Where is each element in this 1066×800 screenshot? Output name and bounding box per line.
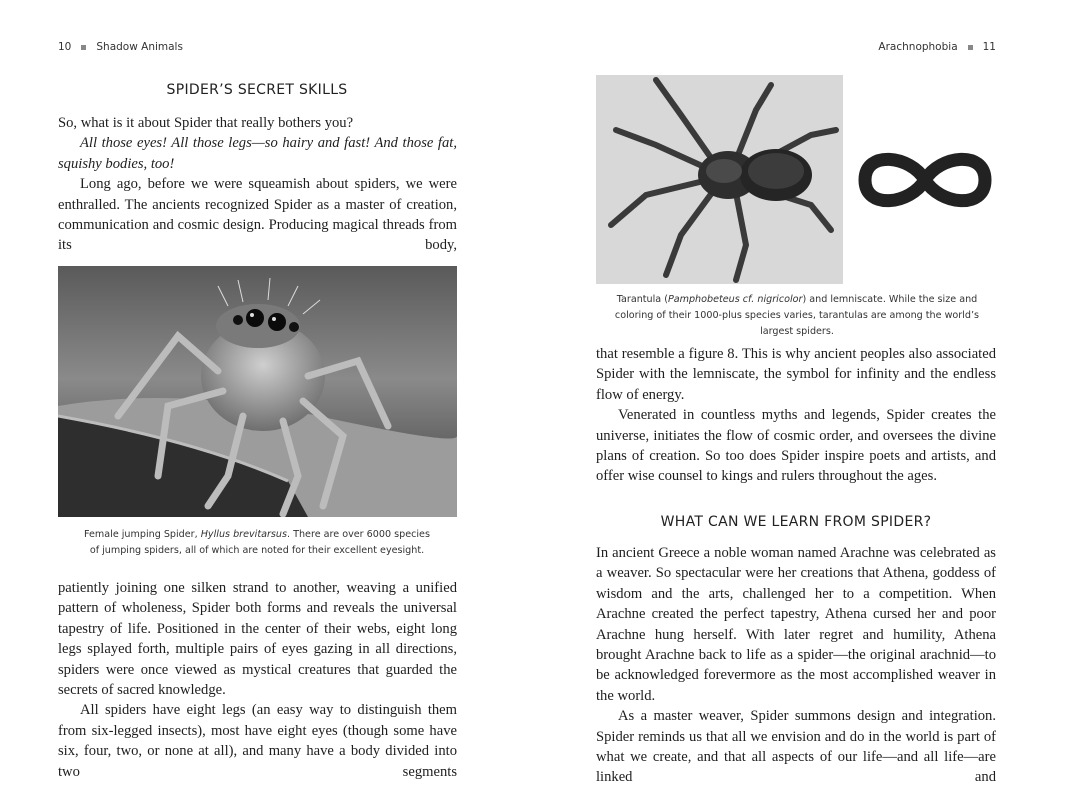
square-bullet-icon — [81, 45, 86, 50]
paragraph-figure-8: that resemble a figure 8. This is why ancient peoples also associated Spider with the lemniscate, the symbol for infinity and the endless flow of energy. — [596, 346, 996, 403]
right-page — [533, 0, 1066, 800]
tarantula-image — [596, 75, 843, 284]
caption-text: Tarantula ( — [616, 294, 668, 305]
paragraph-continued: patiently joining one silken strand to another, weaving a unified pattern of wholeness, Spider both forms and reveals the universal tapestry of life. Positioned in the center of their webs, eight long legs splayed forth, multiple pairs of eyes gazing in all directions, spiders were once viewed as mystical creatures that guarded the secrets of sacred knowledge. — [58, 580, 457, 699]
paragraph-question: So, what is it about Spider that really bothers you? — [58, 115, 354, 131]
caption-text-continued: ) and lemniscate. While the size and coloring of their 1000-plus species varies, tarantulas are among the world’s largest spiders. — [614, 294, 980, 337]
left-continued-text — [58, 578, 457, 782]
tarantula-caption — [613, 292, 981, 340]
jumping-spider-photo — [58, 266, 457, 517]
caption-species-name: Pamphobeteus cf. nigricolor — [667, 294, 803, 305]
left-page-number: 10 — [58, 41, 72, 53]
section-heading-learn: WHAT CAN WE LEARN FROM SPIDER? — [660, 514, 932, 530]
paragraph-long-ago: Long ago, before we were squeamish about spiders, we were enthralled. The ancients recognized Spider as a master of creation, communication and cosmic design. Producing magical threads from its body, — [58, 176, 457, 254]
left-running-title: Shadow Animals — [96, 41, 183, 53]
left-running-head — [58, 41, 183, 53]
section-heading-secret-skills: SPIDER’S SECRET SKILLS — [166, 82, 348, 98]
jumping-spider-caption — [80, 527, 434, 559]
right-lower-text — [596, 543, 996, 788]
caption-species-name: Hyllus brevitarsus — [200, 529, 288, 540]
right-running-head — [878, 41, 996, 53]
caption-text-continued: . There are over 6000 species of jumping spiders, all of which are noted for their excellent eyesight. — [89, 529, 430, 556]
paragraph-eight-legs: All spiders have eight legs (an easy way to distinguish them from six-legged insects), most have eight eyes (though some have six, four, two, or none at all), and many have a body divided into two segments — [58, 702, 457, 780]
infinity-icon — [855, 140, 995, 220]
right-page-number: 11 — [982, 41, 996, 53]
paragraph-italic: All those eyes! All those legs—so hairy and fast! And those fat, squishy bodies, too! — [58, 135, 457, 172]
right-running-title: Arachnophobia — [878, 41, 958, 53]
tarantula-photo — [596, 75, 843, 284]
square-bullet-icon — [968, 45, 973, 50]
left-intro-text — [58, 113, 457, 256]
paragraph-master-weaver: As a master weaver, Spider summons design and integration. Spider reminds us that all we envision and do in the world is part of what we create, and that all aspects of our life—and all life—are linked and — [596, 708, 996, 786]
paragraph-ancient-greece: In ancient Greece a noble woman named Arachne was celebrated as a weaver. So spectacular were her creations that Athena, goddess of wisdom and the arts, challenged her to a competition. When Arachne created the perfect tapestry, Athena cursed her and poor Arachne hung herself. With later regret and humility, Athena brought Arachne back to life as a spider—the original arachnid—to be acknowledged forevermore as the most accomplished weaver in the world. — [596, 545, 996, 704]
paragraph-venerated: Venerated in countless myths and legends, Spider creates the universe, initiates the flow of cosmic order, and oversees the divine plans of creation. So too does Spider inspire poets and artists, and offer wise counsel to kings and rulers throughout the ages. — [596, 407, 996, 485]
right-upper-text — [596, 344, 996, 487]
jumping-spider-image — [58, 266, 457, 517]
caption-text: Female jumping Spider, — [84, 529, 201, 540]
